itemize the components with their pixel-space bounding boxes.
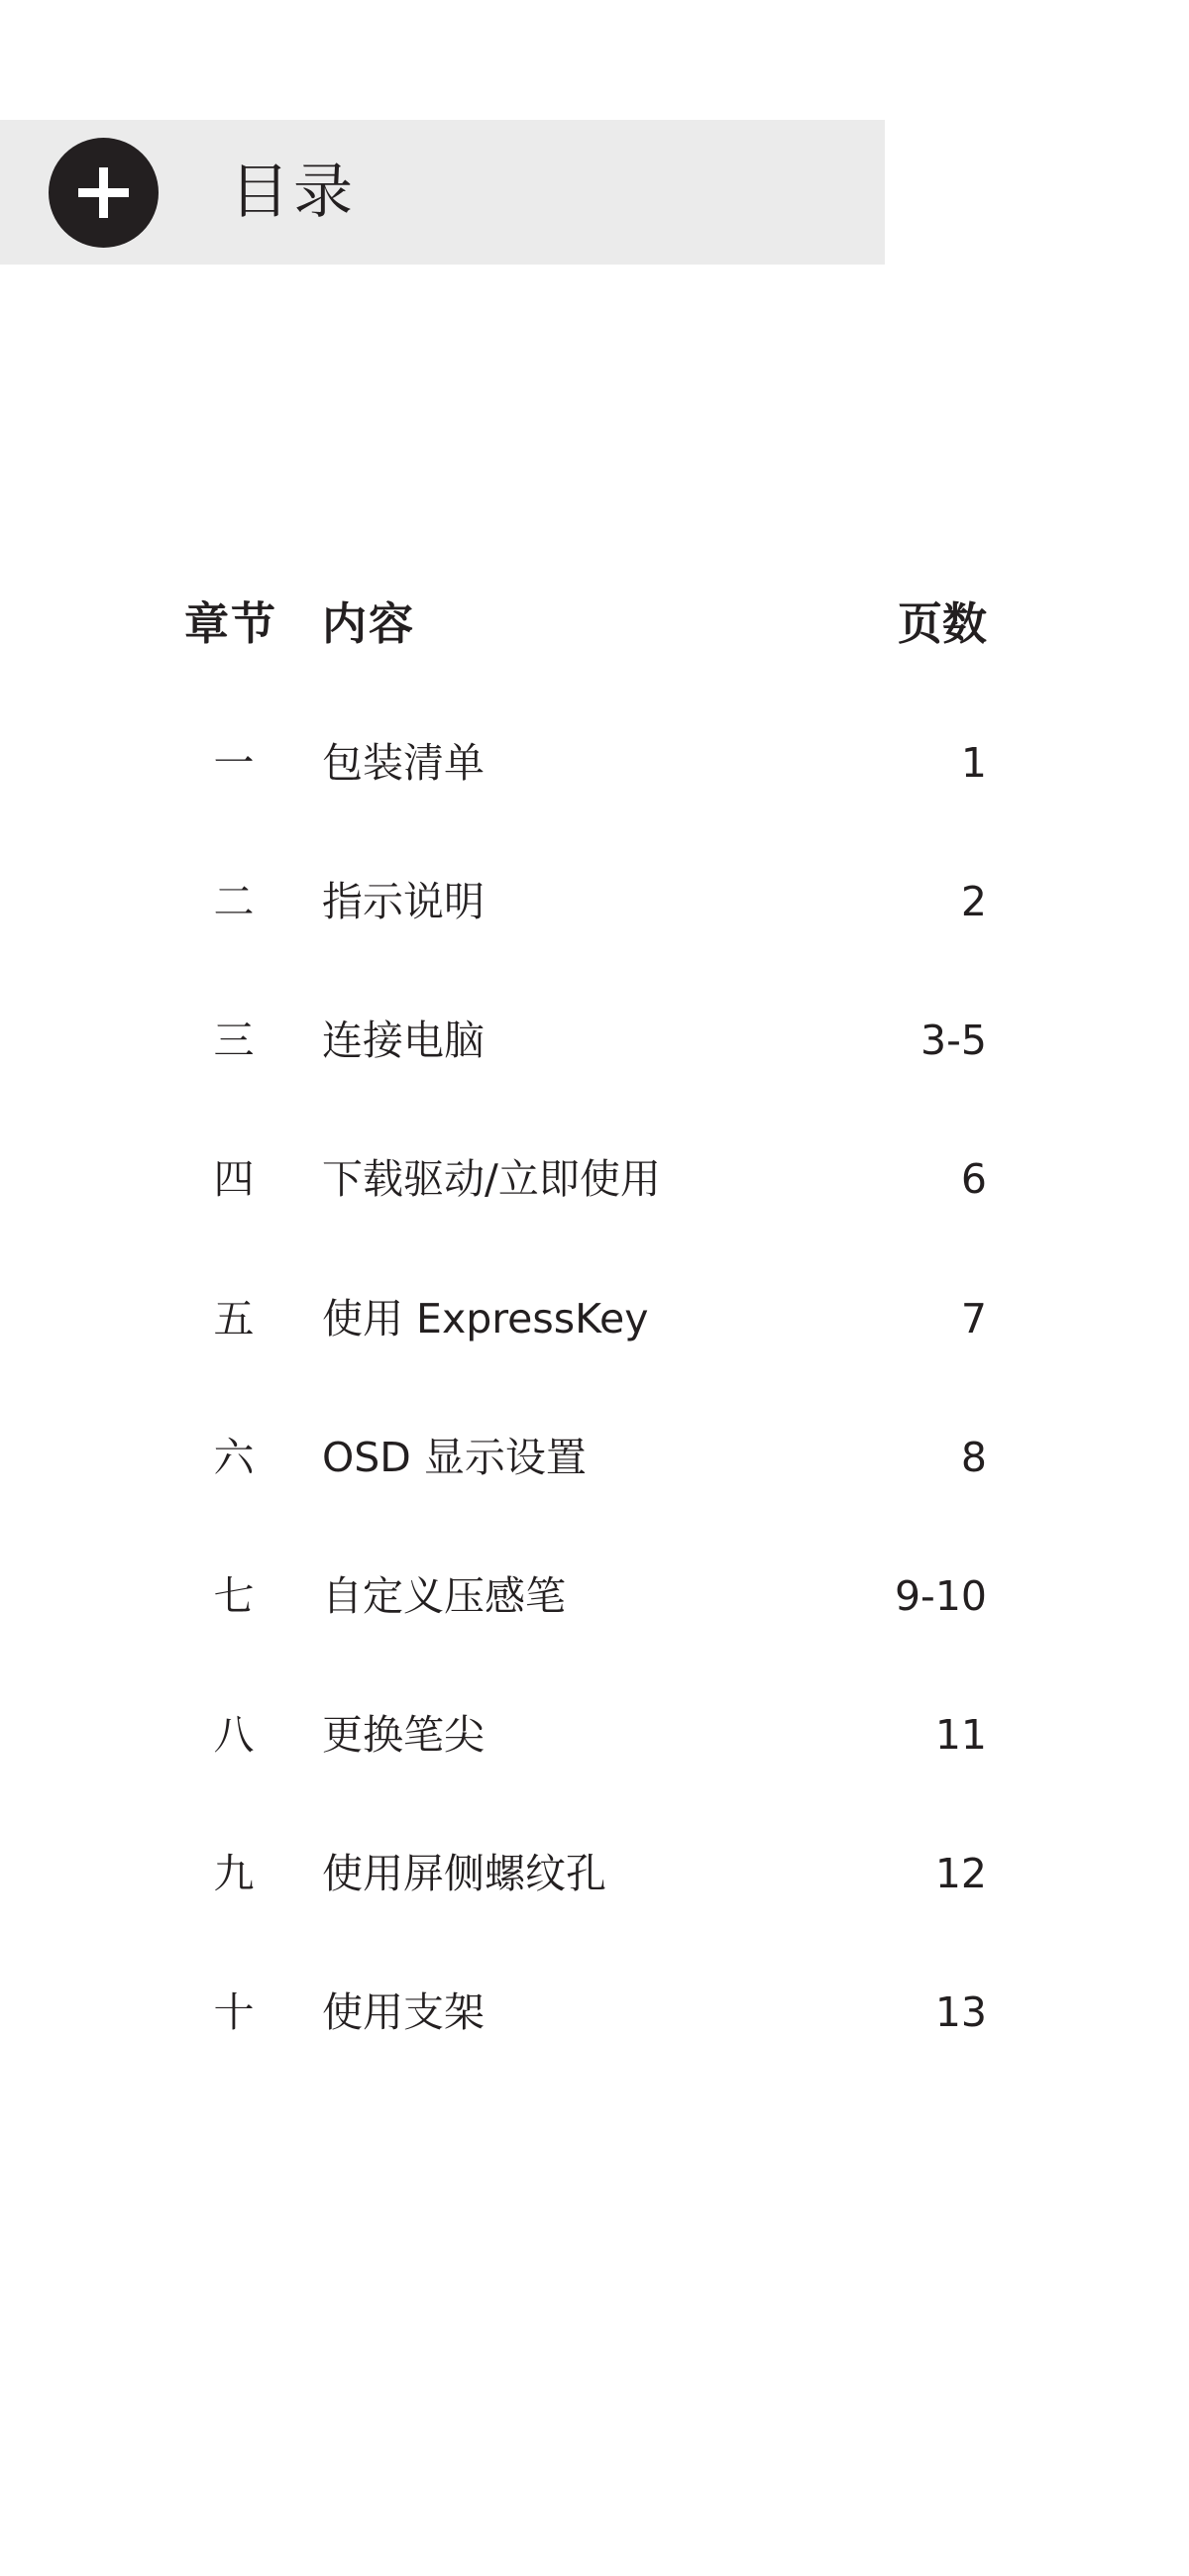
- chapter-title: 更换笔尖: [322, 1711, 485, 1759]
- toc-row[interactable]: [0, 1001, 1189, 1080]
- chapter-title: 使用支架: [322, 1988, 485, 2036]
- page-number: 1: [960, 739, 987, 787]
- toc-row[interactable]: [0, 1973, 1189, 2052]
- chapter-title: 连接电脑: [322, 1017, 485, 1064]
- chapter-title: 自定义压感笔: [322, 1572, 566, 1620]
- chapter-title: 下载驱动/立即使用: [322, 1155, 661, 1203]
- page-number: 12: [934, 1850, 987, 1897]
- chapter-number: 十: [213, 1988, 255, 2036]
- chapter-title: 包装清单: [322, 739, 485, 787]
- page-number: 9-10: [894, 1572, 987, 1620]
- page-title: 目录: [230, 158, 357, 227]
- chapter-number: 五: [213, 1295, 255, 1342]
- column-header-chapter: 章节: [184, 597, 278, 650]
- chapter-number: 八: [213, 1711, 255, 1759]
- page-number: 3-5: [920, 1017, 987, 1064]
- page-number: 13: [934, 1988, 987, 2036]
- chapter-title: 使用屏侧螺纹孔: [322, 1850, 606, 1897]
- toc-row[interactable]: [0, 1279, 1189, 1358]
- chapter-number: 九: [213, 1850, 255, 1897]
- chapter-title: 指示说明: [322, 878, 485, 925]
- page-number: 7: [960, 1295, 987, 1342]
- toc-row[interactable]: [0, 1556, 1189, 1636]
- toc-row[interactable]: [0, 1418, 1189, 1497]
- chapter-number: 一: [213, 739, 255, 787]
- chapter-number: 四: [213, 1155, 255, 1203]
- chapter-number: 六: [213, 1434, 255, 1481]
- page-number: 8: [960, 1434, 987, 1481]
- toc-row[interactable]: [0, 723, 1189, 803]
- column-header-page: 页数: [897, 597, 987, 650]
- chapter-title: 使用 ExpressKey: [322, 1295, 649, 1342]
- chapter-number: 七: [213, 1572, 255, 1620]
- toc-row[interactable]: [0, 1695, 1189, 1774]
- chapter-number: 二: [213, 878, 255, 925]
- chapter-title: OSD 显示设置: [322, 1434, 587, 1481]
- plus-icon: [49, 138, 159, 248]
- page-number: 11: [934, 1711, 987, 1759]
- toc-header-row: [0, 585, 1189, 664]
- toc-row[interactable]: [0, 1834, 1189, 1913]
- toc-row[interactable]: [0, 1139, 1189, 1219]
- toc-header: [0, 120, 885, 265]
- page-number: 6: [960, 1155, 987, 1203]
- page-number: 2: [960, 878, 987, 925]
- column-header-content: 内容: [322, 597, 416, 650]
- chapter-number: 三: [213, 1017, 255, 1064]
- toc-row[interactable]: [0, 862, 1189, 941]
